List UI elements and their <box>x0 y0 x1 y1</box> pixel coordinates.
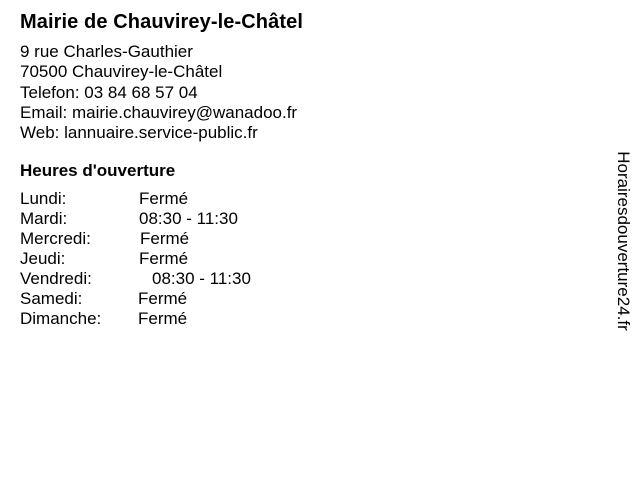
hours-value: Fermé <box>138 309 188 329</box>
hours-value: 08:30 - 11:30 <box>139 209 238 229</box>
opening-hours-heading: Heures d'ouverture <box>20 161 176 181</box>
page-title: Mairie de Chauvirey-le-Châtel <box>20 11 303 33</box>
email-address[interactable]: Email: mairie.chauvirey@wanadoo.fr <box>20 102 298 122</box>
phone-number[interactable]: Telefon: 03 84 68 57 04 <box>20 82 198 102</box>
hours-value: Fermé <box>138 289 188 309</box>
watermark-text: Horairesdouverture24.fr <box>614 151 633 331</box>
address-city: 70500 Chauvirey-le-Châtel <box>20 62 223 82</box>
hours-row-friday <box>20 269 600 289</box>
hours-row-monday <box>20 189 600 209</box>
website-link[interactable]: Web: lannuaire.service-public.fr <box>20 123 258 143</box>
day-label: Samedi: <box>20 289 83 309</box>
day-label: Mercredi: <box>20 229 91 249</box>
day-label: Vendredi: <box>20 269 92 289</box>
hours-row-sunday <box>20 309 600 329</box>
hours-row-tuesday <box>20 209 600 229</box>
location-card <box>20 9 600 329</box>
hours-value: Fermé <box>139 189 189 209</box>
hours-value: 08:30 - 11:30 <box>152 269 251 289</box>
address-street: 9 rue Charles-Gauthier <box>20 42 193 61</box>
hours-row-saturday <box>20 289 600 309</box>
day-label: Dimanche: <box>20 309 102 329</box>
contact-block <box>20 42 600 143</box>
hours-value: Fermé <box>139 249 189 269</box>
hours-row-wednesday <box>20 229 600 249</box>
opening-hours-table <box>20 189 600 329</box>
hours-row-thursday <box>20 249 600 269</box>
day-label: Lundi: <box>20 189 67 209</box>
day-label: Mardi: <box>20 209 68 229</box>
hours-value: Fermé <box>140 229 190 249</box>
day-label: Jeudi: <box>20 249 66 269</box>
site-watermark <box>610 135 636 347</box>
